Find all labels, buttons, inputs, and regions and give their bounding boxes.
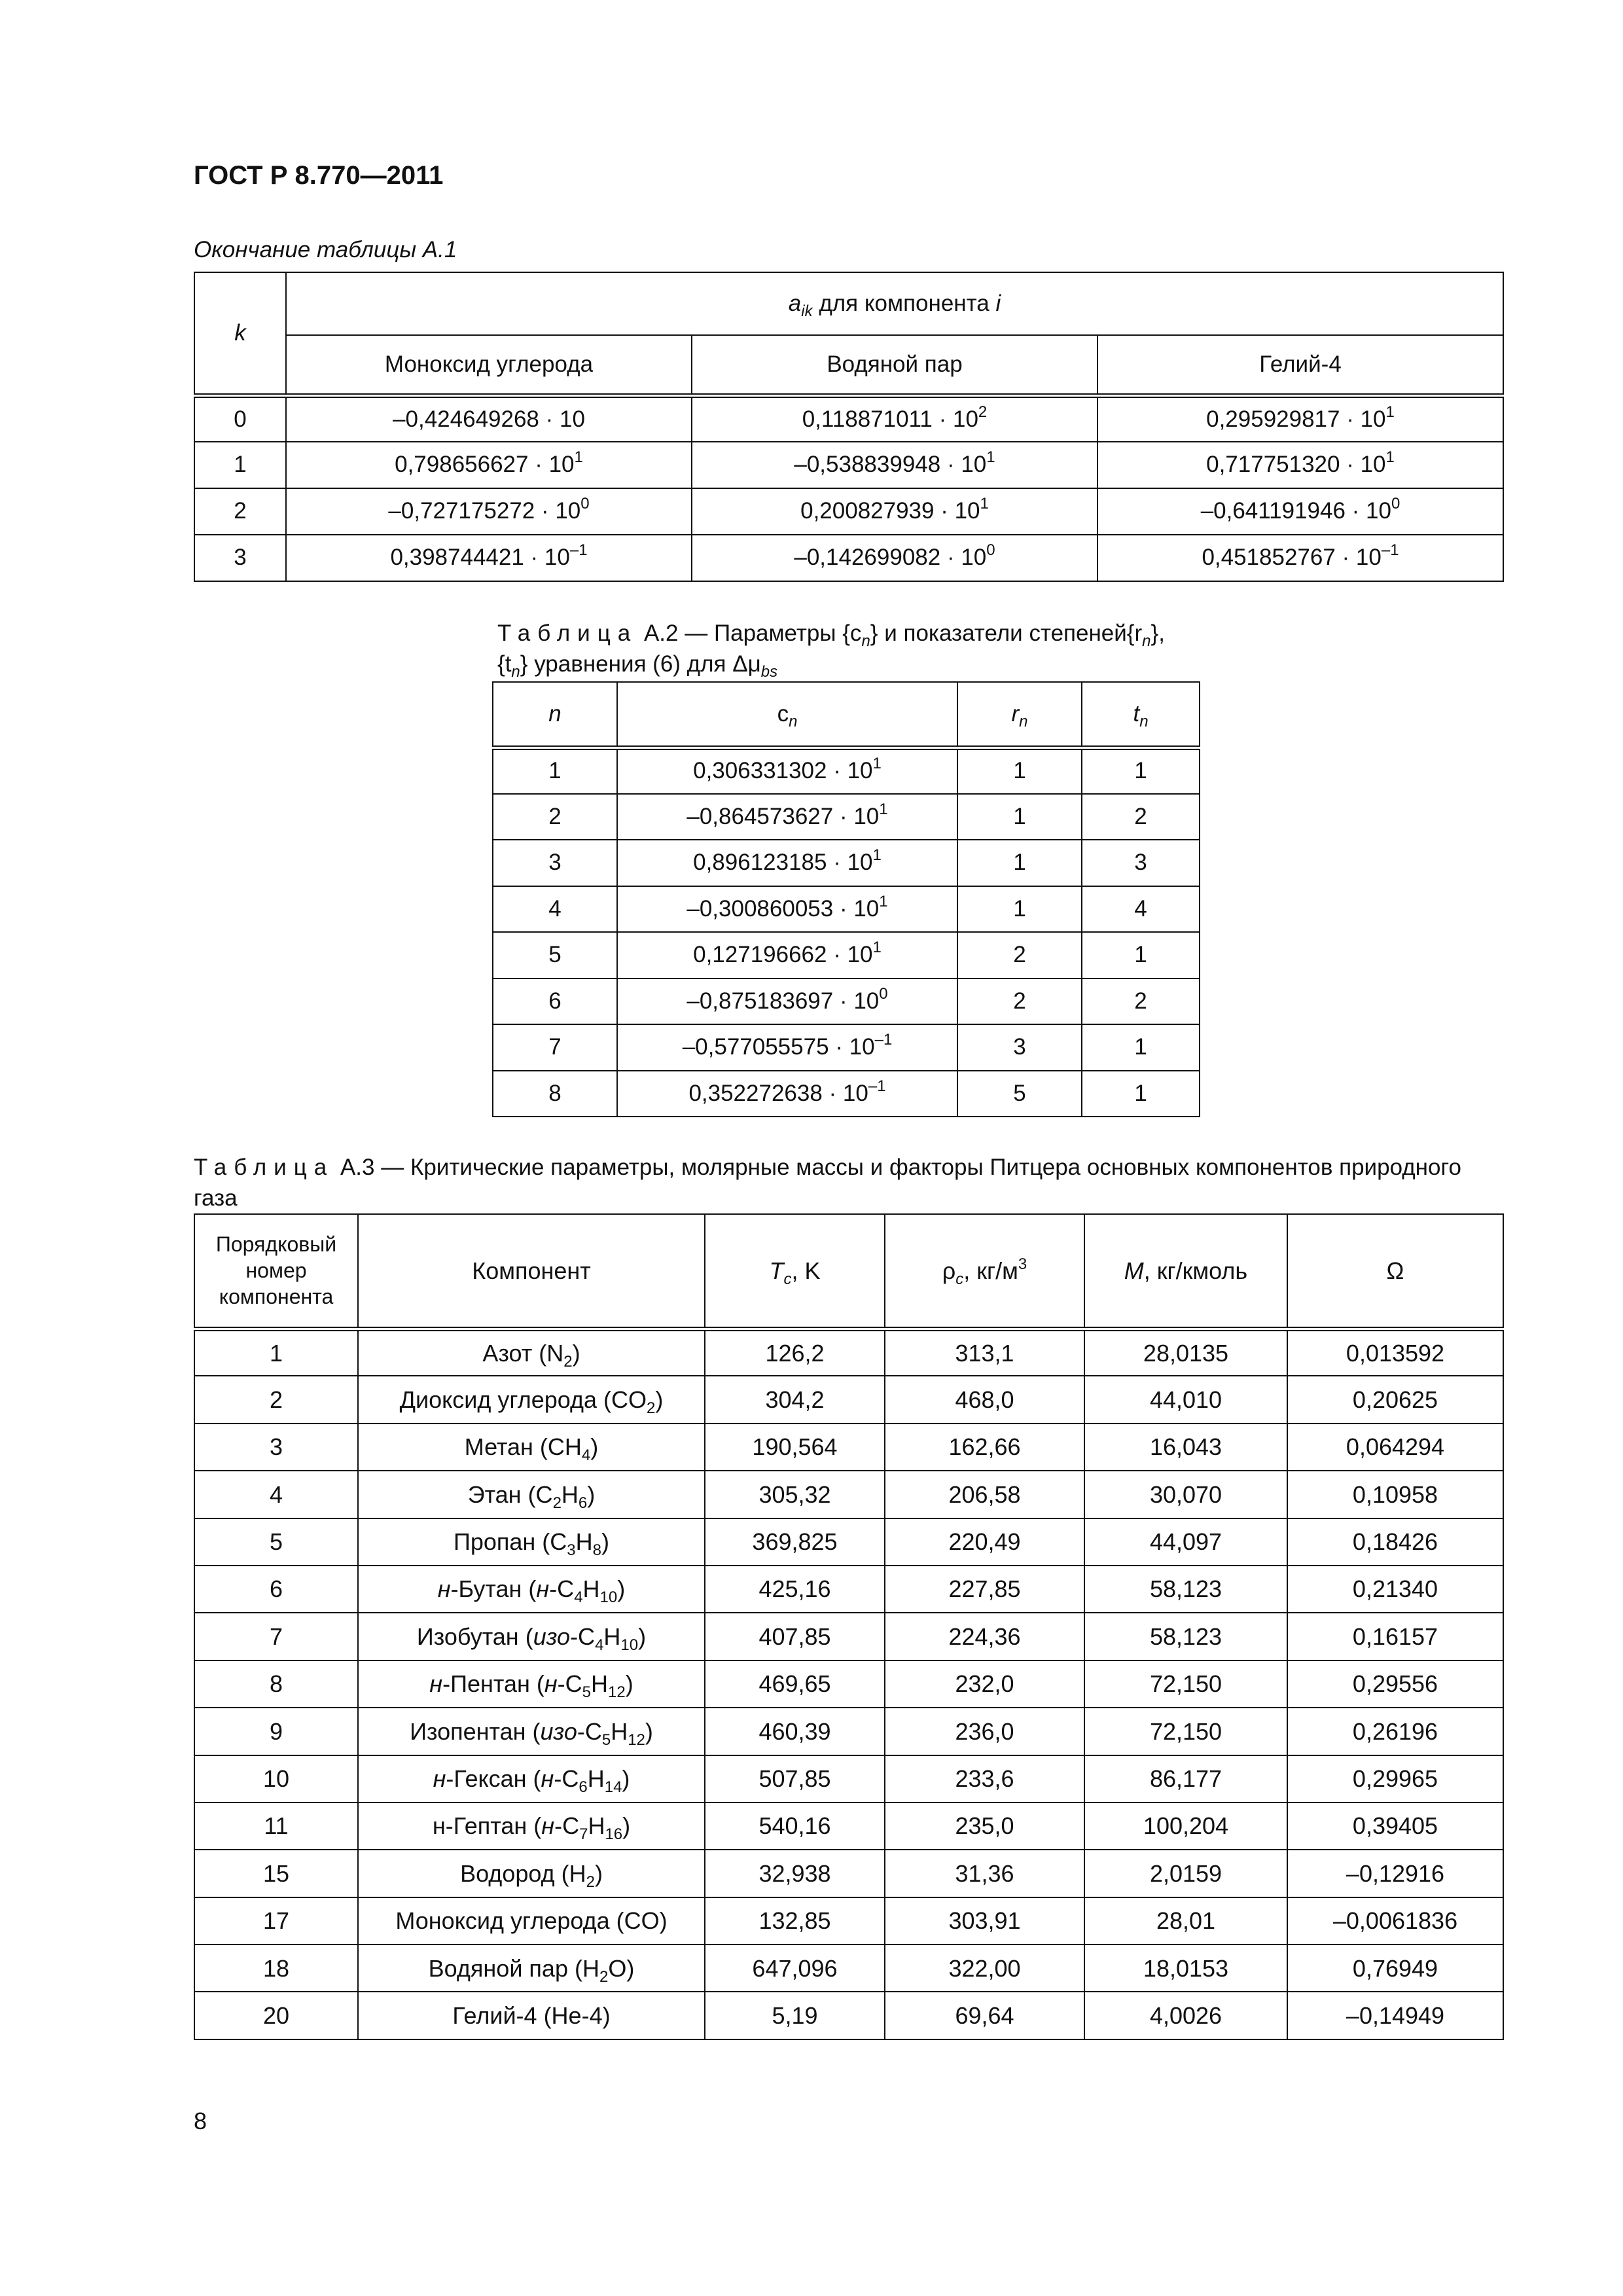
order-cell: 15 — [194, 1850, 358, 1897]
rho-cell: 220,49 — [885, 1518, 1084, 1566]
table-row — [194, 1329, 1503, 1376]
component-cell: Моноксид углерода (CO) — [358, 1897, 705, 1945]
order-cell: 6 — [194, 1566, 358, 1613]
omega-cell: 0,16157 — [1287, 1613, 1503, 1660]
tc-header: $T_c$, K — [705, 1214, 885, 1329]
r-cell: 1 — [957, 747, 1082, 794]
c-header: $c_n$ — [617, 682, 957, 747]
order-cell: 9 — [194, 1708, 358, 1755]
omega-cell: 0,10958 — [1287, 1471, 1503, 1518]
table-row — [194, 1613, 1503, 1660]
omega-cell: 0,76949 — [1287, 1945, 1503, 1992]
table-row — [194, 1471, 1503, 1518]
tc-cell: 369,825 — [705, 1518, 885, 1566]
table-row — [194, 1566, 1503, 1613]
rho-cell: 235,0 — [885, 1803, 1084, 1850]
table-row — [194, 1992, 1503, 2039]
order-cell: 11 — [194, 1803, 358, 1850]
table-row — [194, 1424, 1503, 1471]
value-cell: $0,295929817 \cdot 10^1$ — [1097, 395, 1503, 442]
m-cell: 16,043 — [1084, 1424, 1287, 1471]
order-cell: 1 — [194, 1329, 358, 1376]
table-row — [493, 978, 1200, 1025]
value-cell: $0,798656627 \cdot 10^1$ — [286, 442, 692, 488]
t-header: $t_n$ — [1082, 682, 1200, 747]
c-cell: $0,352272638 \cdot 10^{-1}$ — [617, 1071, 957, 1117]
m-cell: 72,150 — [1084, 1660, 1287, 1708]
r-cell: 5 — [957, 1071, 1082, 1117]
n-cell: 1 — [493, 747, 617, 794]
component-cell: Гелий-4 (He-4) — [358, 1992, 705, 2039]
component-cell: Водород $(H_2)$ — [358, 1850, 705, 1897]
value-cell: $0,451852767 \cdot 10^{-1}$ — [1097, 535, 1503, 581]
m-cell: 2,0159 — [1084, 1850, 1287, 1897]
omega-cell: –0,0061836 — [1287, 1897, 1503, 1945]
t-cell: 4 — [1082, 886, 1200, 933]
tc-cell: 304,2 — [705, 1376, 885, 1423]
value-cell: $-0,727175272 \cdot 10^0$ — [286, 488, 692, 535]
rho-cell: 236,0 — [885, 1708, 1084, 1755]
order-cell: 10 — [194, 1755, 358, 1803]
n-cell: 6 — [493, 978, 617, 1025]
t-cell: 1 — [1082, 1071, 1200, 1117]
component-cell: Этан $(C_2H_6)$ — [358, 1471, 705, 1518]
component-cell: Пропан $(C_3H_8)$ — [358, 1518, 705, 1566]
rho-cell: 303,91 — [885, 1897, 1084, 1945]
table-row — [194, 442, 1503, 488]
value-cell: $0,398744421 \cdot 10^{-1}$ — [286, 535, 692, 581]
m-cell: 58,123 — [1084, 1566, 1287, 1613]
omega-cell: 0,064294 — [1287, 1424, 1503, 1471]
rho-cell: 322,00 — [885, 1945, 1084, 1992]
r-cell: 2 — [957, 978, 1082, 1025]
col-header: Водяной пар — [692, 335, 1097, 395]
table2-caption: Таблица А.2 — Параметры $\{c_n\}$ и показатели $степеней\{r_n\}$, $\{t_n\}$ уравнения (6) для $\Delta\mu_{bs}$ — [497, 620, 1165, 681]
c-cell: $0,127196662 \cdot 10^1$ — [617, 932, 957, 978]
order-cell: 2 — [194, 1376, 358, 1423]
rho-cell: 313,1 — [885, 1329, 1084, 1376]
m-cell: 100,204 — [1084, 1803, 1287, 1850]
order-cell: 8 — [194, 1660, 358, 1708]
k-cell: 1 — [194, 442, 286, 488]
n-cell: 8 — [493, 1071, 617, 1117]
table-row — [194, 1755, 1503, 1803]
tc-cell: 425,16 — [705, 1566, 885, 1613]
table-row — [194, 1376, 1503, 1423]
omega-cell: –0,12916 — [1287, 1850, 1503, 1897]
table3-caption: Таблица А.3 — Критические параметры, молярные массы и факторы Питцера основных компонентов природного газа — [194, 1155, 1461, 1211]
c-cell: $-0,577055575 \cdot 10^{-1}$ — [617, 1024, 957, 1071]
rho-cell: 162,66 — [885, 1424, 1084, 1471]
table-row — [194, 535, 1503, 581]
col-header: Моноксид углерода — [286, 335, 692, 395]
table-row — [194, 1660, 1503, 1708]
c-cell: $-0,300860053 \cdot 10^1$ — [617, 886, 957, 933]
c-cell: $-0,875183697 \cdot 10^0$ — [617, 978, 957, 1025]
tc-cell: 647,096 — [705, 1945, 885, 1992]
table-row — [194, 1803, 1503, 1850]
t-cell: 1 — [1082, 1024, 1200, 1071]
r-header: $r_n$ — [957, 682, 1082, 747]
value-cell: $0,717751320 \cdot 10^1$ — [1097, 442, 1503, 488]
component-cell: Метан $(CH_4)$ — [358, 1424, 705, 1471]
order-cell: 3 — [194, 1424, 358, 1471]
tc-cell: 460,39 — [705, 1708, 885, 1755]
m-cell: 72,150 — [1084, 1708, 1287, 1755]
table-row — [493, 932, 1200, 978]
value-cell: $-0,142699082 \cdot 10^0$ — [692, 535, 1097, 581]
rho-cell: 69,64 — [885, 1992, 1084, 2039]
order-cell: 17 — [194, 1897, 358, 1945]
tc-cell: 407,85 — [705, 1613, 885, 1660]
table-row — [493, 840, 1200, 886]
tc-cell: 507,85 — [705, 1755, 885, 1803]
k-cell: 2 — [194, 488, 286, 535]
tc-cell: 132,85 — [705, 1897, 885, 1945]
omega-cell: 0,21340 — [1287, 1566, 1503, 1613]
table-row — [194, 1518, 1503, 1566]
component-cell: Диоксид углерода $(CO_2)$ — [358, 1376, 705, 1423]
omega-header: Ω — [1287, 1214, 1503, 1329]
group-header: $a_{ik}$ для компонента i — [286, 272, 1503, 335]
table-row — [194, 1945, 1503, 1992]
value-cell: $-0,641191946 \cdot 10^0$ — [1097, 488, 1503, 535]
table-a3 — [194, 1213, 1504, 2040]
col-header: Гелий-4 — [1097, 335, 1503, 395]
omega-cell: –0,14949 — [1287, 1992, 1503, 2039]
value-cell: $0,200827939 \cdot 10^1$ — [692, 488, 1097, 535]
r-cell: 1 — [957, 886, 1082, 933]
order-cell: 7 — [194, 1613, 358, 1660]
m-cell: 44,010 — [1084, 1376, 1287, 1423]
k-header: k — [194, 272, 286, 395]
tc-cell: 305,32 — [705, 1471, 885, 1518]
value-cell: –0,424649268 · 10 — [286, 395, 692, 442]
rho-cell: 31,36 — [885, 1850, 1084, 1897]
component-cell: Изопентан $(изо-C_5H_{12})$ — [358, 1708, 705, 1755]
document-header: ГОСТ Р 8.770—2011 — [194, 161, 444, 190]
order-cell: 20 — [194, 1992, 358, 2039]
n-cell: 5 — [493, 932, 617, 978]
omega-cell: 0,29556 — [1287, 1660, 1503, 1708]
t-cell: 1 — [1082, 932, 1200, 978]
component-cell: н-Гексан $(н-C_6H_{14})$ — [358, 1755, 705, 1803]
m-header: M, кг/кмоль — [1084, 1214, 1287, 1329]
order-header: Порядковый номер компонента — [194, 1214, 358, 1329]
rho-cell: 232,0 — [885, 1660, 1084, 1708]
table-row — [493, 1024, 1200, 1071]
component-header: Компонент — [358, 1214, 705, 1329]
tc-cell: 469,65 — [705, 1660, 885, 1708]
t-cell: 2 — [1082, 978, 1200, 1025]
c-cell: $0,306331302 \cdot 10^1$ — [617, 747, 957, 794]
t-cell: 1 — [1082, 747, 1200, 794]
k-cell: 3 — [194, 535, 286, 581]
m-cell: 58,123 — [1084, 1613, 1287, 1660]
omega-cell: 0,39405 — [1287, 1803, 1503, 1850]
rho-cell: 206,58 — [885, 1471, 1084, 1518]
component-cell: н-Пентан $(н-C_5H_{12})$ — [358, 1660, 705, 1708]
n-cell: 2 — [493, 794, 617, 840]
value-cell: $0,118871011 \cdot 10^2$ — [692, 395, 1097, 442]
tc-cell: 126,2 — [705, 1329, 885, 1376]
c-cell: $0,896123185 \cdot 10^1$ — [617, 840, 957, 886]
table-row — [194, 395, 1503, 442]
k-cell: 0 — [194, 395, 286, 442]
n-cell: 4 — [493, 886, 617, 933]
tc-cell: 540,16 — [705, 1803, 885, 1850]
omega-cell: 0,26196 — [1287, 1708, 1503, 1755]
tc-cell: 5,19 — [705, 1992, 885, 2039]
rho-cell: 224,36 — [885, 1613, 1084, 1660]
r-cell: 3 — [957, 1024, 1082, 1071]
n-cell: 3 — [493, 840, 617, 886]
m-cell: 18,0153 — [1084, 1945, 1287, 1992]
table1-caption: Окончание таблицы А.1 — [194, 237, 457, 262]
omega-cell: 0,29965 — [1287, 1755, 1503, 1803]
rho-header: $\rho_c$, $кг/м^3$ — [885, 1214, 1084, 1329]
component-cell: Водяной пар $(H_2O)$ — [358, 1945, 705, 1992]
value-cell: $-0,538839948 \cdot 10^1$ — [692, 442, 1097, 488]
order-cell: 5 — [194, 1518, 358, 1566]
t-cell: 3 — [1082, 840, 1200, 886]
rho-cell: 233,6 — [885, 1755, 1084, 1803]
table-row — [194, 1897, 1503, 1945]
table-a2 — [492, 681, 1200, 1117]
order-cell: 18 — [194, 1945, 358, 1992]
page-number: 8 — [194, 2108, 207, 2134]
rho-cell: 227,85 — [885, 1566, 1084, 1613]
table-a1-end — [194, 272, 1504, 582]
order-cell: 4 — [194, 1471, 358, 1518]
table-row — [194, 1708, 1503, 1755]
tc-cell: 190,564 — [705, 1424, 885, 1471]
omega-cell: 0,013592 — [1287, 1329, 1503, 1376]
n-header: n — [493, 682, 617, 747]
r-cell: 1 — [957, 840, 1082, 886]
m-cell: 30,070 — [1084, 1471, 1287, 1518]
omega-cell: 0,20625 — [1287, 1376, 1503, 1423]
table-row — [194, 1850, 1503, 1897]
m-cell: 28,0135 — [1084, 1329, 1287, 1376]
r-cell: 1 — [957, 794, 1082, 840]
table-row — [493, 886, 1200, 933]
table-row — [493, 747, 1200, 794]
m-cell: 44,097 — [1084, 1518, 1287, 1566]
tc-cell: 32,938 — [705, 1850, 885, 1897]
table-row — [493, 1071, 1200, 1117]
t-cell: 2 — [1082, 794, 1200, 840]
r-cell: 2 — [957, 932, 1082, 978]
m-cell: 86,177 — [1084, 1755, 1287, 1803]
component-cell: Азот $(N_2)$ — [358, 1329, 705, 1376]
m-cell: 4,0026 — [1084, 1992, 1287, 2039]
component-cell: н-Бутан $(н-C_4H_{10})$ — [358, 1566, 705, 1613]
component-cell: н-Гептан $(н-C_7H_{16})$ — [358, 1803, 705, 1850]
omega-cell: 0,18426 — [1287, 1518, 1503, 1566]
n-cell: 7 — [493, 1024, 617, 1071]
m-cell: 28,01 — [1084, 1897, 1287, 1945]
c-cell: $-0,864573627 \cdot 10^1$ — [617, 794, 957, 840]
table-row — [194, 488, 1503, 535]
component-cell: Изобутан $(изо-C_4H_{10})$ — [358, 1613, 705, 1660]
table-row — [493, 794, 1200, 840]
rho-cell: 468,0 — [885, 1376, 1084, 1423]
